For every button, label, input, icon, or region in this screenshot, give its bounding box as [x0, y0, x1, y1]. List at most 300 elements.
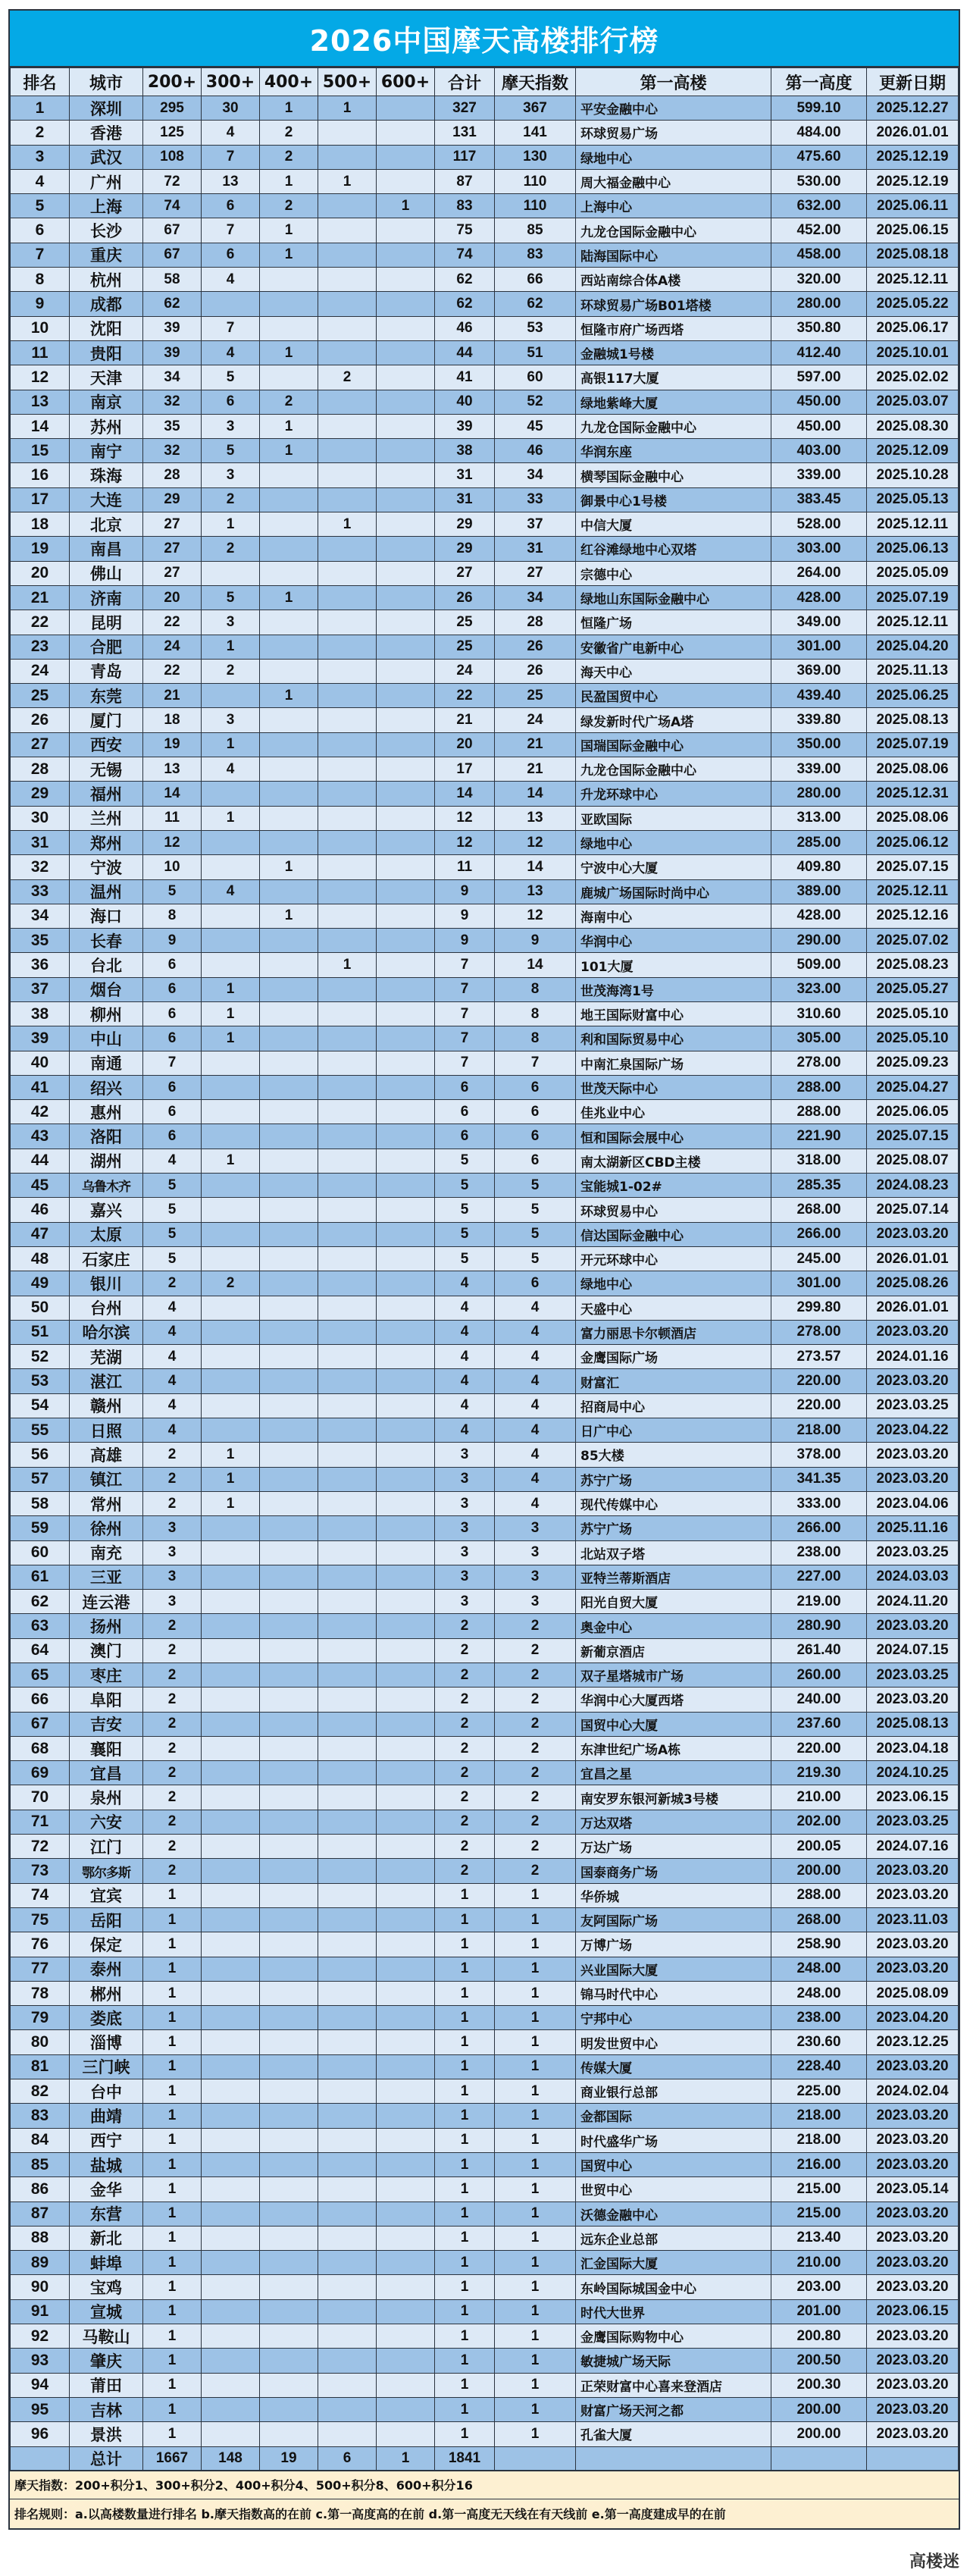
table-cell	[377, 585, 435, 610]
table-cell: 平安金融中心	[576, 96, 771, 121]
table-cell: 3	[202, 414, 260, 438]
table-cell	[318, 2054, 377, 2079]
table-cell: 敏捷城广场天际	[576, 2349, 771, 2373]
table-cell: 1	[495, 1981, 576, 2005]
table-cell	[260, 365, 318, 390]
table-cell	[377, 1246, 435, 1271]
table-cell: 266.00	[771, 1516, 867, 1540]
table-cell: 2	[202, 487, 260, 512]
table-cell	[318, 2152, 377, 2176]
table-cell: 24	[143, 635, 202, 659]
table-cell: 2023.03.20	[867, 2251, 959, 2275]
table-row	[11, 2349, 959, 2373]
table-cell: 339.00	[771, 463, 867, 487]
table-cell: 1	[495, 2104, 576, 2128]
table-cell: 21	[495, 732, 576, 757]
table-cell: 2	[143, 1761, 202, 1785]
table-cell	[260, 1957, 318, 1981]
table-cell: 地王国际财富中心	[576, 1001, 771, 1026]
table-cell: 389.00	[771, 879, 867, 904]
table-row	[11, 1100, 959, 1124]
table-cell: 2023.04.18	[867, 1736, 959, 1760]
table-cell: 2025.06.15	[867, 218, 959, 243]
table-cell	[202, 2104, 260, 2128]
table-cell: 海天中心	[576, 659, 771, 683]
table-row	[11, 512, 959, 537]
table-cell: 2	[435, 1810, 495, 1834]
table-cell: 3	[202, 610, 260, 635]
table-cell	[318, 414, 377, 438]
table-cell	[318, 1320, 377, 1344]
table-cell	[260, 2079, 318, 2104]
table-cell: 富力丽思卡尔顿酒店	[576, 1320, 771, 1344]
table-cell: 1	[495, 1883, 576, 1907]
table-cell: 福州	[70, 782, 143, 806]
table-cell	[318, 1785, 377, 1810]
table-cell: 2023.03.25	[867, 1810, 959, 1834]
table-cell: 惠州	[70, 1100, 143, 1124]
table-cell: 深圳	[70, 96, 143, 121]
table-cell	[771, 2446, 867, 2470]
table-cell: 110	[495, 194, 576, 218]
table-cell: 7	[435, 1026, 495, 1051]
table-row	[11, 1663, 959, 1688]
table-cell: 奥金中心	[576, 1614, 771, 1638]
table-cell: 绿地山东国际金融中心	[576, 585, 771, 610]
table-cell: 62	[11, 1590, 70, 1614]
table-cell: 7	[202, 316, 260, 340]
table-cell: 9	[435, 904, 495, 928]
table-cell: 南安罗东银河新城3号楼	[576, 1785, 771, 1810]
table-cell: 101大厦	[576, 953, 771, 977]
table-cell: 53	[495, 316, 576, 340]
table-cell: 杭州	[70, 268, 143, 292]
table-row	[11, 1026, 959, 1051]
table-cell: 鹿城广场国际时尚中心	[576, 879, 771, 904]
table-cell	[260, 316, 318, 340]
table-cell	[318, 1932, 377, 1957]
table-cell: 1	[377, 194, 435, 218]
table-cell: 2023.03.20	[867, 1467, 959, 1491]
table-cell	[377, 218, 435, 243]
table-row	[11, 487, 959, 512]
table-cell	[318, 879, 377, 904]
table-cell: 2	[143, 1736, 202, 1760]
table-cell: 2025.08.13	[867, 708, 959, 732]
table-cell: 2	[143, 1712, 202, 1736]
table-cell: 1	[143, 2054, 202, 2079]
table-cell: 湛江	[70, 1369, 143, 1393]
table-cell	[318, 585, 377, 610]
table-row	[11, 684, 959, 708]
table-cell	[260, 292, 318, 316]
table-cell: 兴业国际大厦	[576, 1957, 771, 1981]
table-cell: 2025.09.23	[867, 1051, 959, 1075]
table-cell	[377, 2104, 435, 2128]
table-cell: 石家庄	[70, 1246, 143, 1271]
table-cell: 沈阳	[70, 316, 143, 340]
table-cell: 2023.03.20	[867, 1443, 959, 1467]
table-cell: 2025.06.13	[867, 537, 959, 561]
table-cell: 吉安	[70, 1712, 143, 1736]
table-row	[11, 1761, 959, 1785]
table-cell	[377, 390, 435, 414]
table-cell	[260, 1638, 318, 1662]
table-cell: 2023.03.20	[867, 1614, 959, 1638]
table-cell: 宗德中心	[576, 561, 771, 585]
table-cell: 29	[11, 782, 70, 806]
table-cell	[318, 659, 377, 683]
table-cell: 2025.12.16	[867, 904, 959, 928]
table-cell: 2024.08.23	[867, 1174, 959, 1198]
table-cell: 温州	[70, 879, 143, 904]
table-cell: 5	[202, 439, 260, 463]
table-row	[11, 1638, 959, 1662]
table-cell	[202, 1761, 260, 1785]
table-cell	[318, 145, 377, 169]
table-cell	[260, 2275, 318, 2299]
table-cell: 2	[435, 1638, 495, 1662]
table-cell	[377, 610, 435, 635]
table-cell	[318, 610, 377, 635]
table-cell: 248.00	[771, 1981, 867, 2005]
table-cell	[318, 2030, 377, 2054]
table-cell	[318, 268, 377, 292]
table-cell	[318, 2104, 377, 2128]
table-cell	[377, 243, 435, 267]
table-cell: 金鹰国际购物中心	[576, 2324, 771, 2349]
table-cell: 3	[202, 463, 260, 487]
table-cell: 203.00	[771, 2275, 867, 2299]
table-cell: 1	[435, 2152, 495, 2176]
table-cell	[318, 1638, 377, 1662]
table-cell	[377, 684, 435, 708]
table-cell: 88	[11, 2226, 70, 2250]
table-row	[11, 1467, 959, 1491]
table-cell	[377, 635, 435, 659]
table-cell	[377, 1149, 435, 1173]
table-cell	[318, 1174, 377, 1198]
table-cell: 108	[143, 145, 202, 169]
table-cell: 2025.11.13	[867, 659, 959, 683]
table-cell: 14	[143, 782, 202, 806]
table-cell: 341.35	[771, 1467, 867, 1491]
table-cell: 2	[495, 1761, 576, 1785]
table-cell: 2024.11.20	[867, 1590, 959, 1614]
table-cell	[377, 1271, 435, 1296]
table-cell: 78	[11, 1981, 70, 2005]
table-row	[11, 1883, 959, 1907]
table-cell: 27	[11, 732, 70, 757]
column-header: 摩天指数	[495, 68, 576, 96]
table-cell	[260, 635, 318, 659]
table-cell: 2025.12.11	[867, 610, 959, 635]
table-cell: 绿发新时代广场A塔	[576, 708, 771, 732]
table-cell: 南京	[70, 390, 143, 414]
table-cell: 14	[495, 782, 576, 806]
table-cell	[318, 316, 377, 340]
table-cell: 1	[260, 684, 318, 708]
table-cell	[260, 2299, 318, 2324]
table-cell: 70	[11, 1785, 70, 1810]
table-cell	[318, 561, 377, 585]
table-cell: 2023.03.20	[867, 1222, 959, 1246]
table-cell: 220.00	[771, 1393, 867, 1418]
table-cell	[318, 1565, 377, 1589]
table-cell: 61	[11, 1565, 70, 1589]
table-row	[11, 268, 959, 292]
table-row	[11, 243, 959, 267]
table-cell: 东莞	[70, 684, 143, 708]
table-cell	[318, 2079, 377, 2104]
table-cell	[260, 1736, 318, 1760]
table-cell	[377, 830, 435, 854]
table-row	[11, 1614, 959, 1638]
table-row	[11, 635, 959, 659]
table-cell: 43	[11, 1124, 70, 1149]
table-cell: 绿地紫峰大厦	[576, 390, 771, 414]
table-cell	[202, 2054, 260, 2079]
table-cell: 8	[495, 1026, 576, 1051]
table-cell: 288.00	[771, 1100, 867, 1124]
table-cell: 87	[435, 169, 495, 193]
table-cell: 1	[143, 2152, 202, 2176]
table-cell: 宁波	[70, 855, 143, 879]
table-cell: 1	[260, 439, 318, 463]
table-cell: 30	[202, 96, 260, 121]
table-cell: 27	[143, 512, 202, 537]
table-cell: 50	[11, 1296, 70, 1320]
table-cell: 333.00	[771, 1491, 867, 1515]
table-cell: 1	[495, 2373, 576, 2397]
table-cell: 3	[435, 1565, 495, 1589]
table-cell: 2025.10.28	[867, 463, 959, 487]
table-cell: 南通	[70, 1051, 143, 1075]
table-cell: 1	[495, 2275, 576, 2299]
table-cell: 绿地中心	[576, 830, 771, 854]
table-cell: 74	[11, 1883, 70, 1907]
table-cell: 215.00	[771, 2202, 867, 2226]
table-row	[11, 1051, 959, 1075]
table-cell: 阜阳	[70, 1688, 143, 1712]
table-cell: 31	[435, 463, 495, 487]
table-cell: 2023.03.20	[867, 2128, 959, 2152]
table-cell	[260, 1491, 318, 1515]
table-cell: 2023.03.20	[867, 2349, 959, 2373]
table-cell	[318, 977, 377, 1001]
table-cell: 西宁	[70, 2128, 143, 2152]
table-cell	[260, 1907, 318, 1932]
table-cell: 13	[11, 390, 70, 414]
table-cell: 1	[318, 169, 377, 193]
table-cell: 时代大世界	[576, 2299, 771, 2324]
table-cell: 1	[260, 243, 318, 267]
table-cell: 财富广场天河之都	[576, 2397, 771, 2421]
table-cell	[202, 1540, 260, 1565]
table-cell	[260, 2422, 318, 2446]
table-row	[11, 169, 959, 193]
table-cell	[260, 977, 318, 1001]
table-cell	[377, 1932, 435, 1957]
table-cell	[318, 2275, 377, 2299]
table-cell: 1	[495, 1932, 576, 1957]
table-cell: 阳光自贸大厦	[576, 1590, 771, 1614]
table-cell: 2	[495, 1688, 576, 1712]
table-cell: 1	[260, 96, 318, 121]
column-header: 第一高楼	[576, 68, 771, 96]
table-cell: 2025.06.17	[867, 316, 959, 340]
table-cell: 303.00	[771, 537, 867, 561]
table-cell	[260, 268, 318, 292]
table-cell	[377, 145, 435, 169]
table-cell: 5	[143, 1222, 202, 1246]
table-cell: 台北	[70, 953, 143, 977]
table-cell: 2	[143, 1491, 202, 1515]
table-cell: 2	[143, 1785, 202, 1810]
table-cell	[202, 2202, 260, 2226]
table-cell: 285.35	[771, 1174, 867, 1198]
table-cell: 红谷滩绿地中心双塔	[576, 537, 771, 561]
table-cell: 长春	[70, 929, 143, 953]
table-row	[11, 145, 959, 169]
table-cell	[377, 1590, 435, 1614]
table-cell: 2023.12.25	[867, 2030, 959, 2054]
table-cell	[377, 2152, 435, 2176]
table-cell: 530.00	[771, 169, 867, 193]
table-cell: 2025.12.19	[867, 169, 959, 193]
table-cell: 苏宁广场	[576, 1467, 771, 1491]
table-cell: 60	[11, 1540, 70, 1565]
table-cell: 7	[435, 977, 495, 1001]
table-cell: 10	[11, 316, 70, 340]
table-cell: 288.00	[771, 1075, 867, 1099]
table-cell: 220.00	[771, 1369, 867, 1393]
table-cell: 乌鲁木齐	[70, 1174, 143, 1198]
table-cell: 无锡	[70, 757, 143, 782]
table-cell: 宜宾	[70, 1883, 143, 1907]
table-cell	[377, 757, 435, 782]
table-cell: 2025.05.10	[867, 1026, 959, 1051]
table-cell: 国泰商务广场	[576, 1859, 771, 1883]
table-cell: 280.00	[771, 292, 867, 316]
table-row	[11, 2324, 959, 2349]
table-cell: 34	[495, 463, 576, 487]
table-cell	[202, 1859, 260, 1883]
table-cell: 2025.06.11	[867, 194, 959, 218]
table-cell: 299.80	[771, 1296, 867, 1320]
table-cell	[318, 635, 377, 659]
table-cell: 369.00	[771, 659, 867, 683]
table-cell: 1	[202, 1026, 260, 1051]
table-cell	[377, 169, 435, 193]
table-cell: 46	[495, 439, 576, 463]
table-cell: 6	[495, 1124, 576, 1149]
table-cell	[318, 782, 377, 806]
table-cell: 2025.05.09	[867, 561, 959, 585]
table-cell	[377, 1124, 435, 1149]
table-cell: 2026.01.01	[867, 121, 959, 145]
table-cell: 烟台	[70, 977, 143, 1001]
table-cell: 30	[11, 806, 70, 830]
table-cell: 2023.04.06	[867, 1491, 959, 1515]
table-cell: 2023.03.20	[867, 1320, 959, 1344]
table-cell: 34	[143, 365, 202, 390]
table-cell: 130	[495, 145, 576, 169]
table-cell: 5	[495, 1198, 576, 1222]
table-cell: 4	[202, 757, 260, 782]
table-cell: 6	[143, 1100, 202, 1124]
table-cell: 2025.08.13	[867, 1712, 959, 1736]
table-cell	[377, 121, 435, 145]
table-cell	[318, 2324, 377, 2349]
table-cell: 南昌	[70, 537, 143, 561]
table-cell: 2025.08.30	[867, 414, 959, 438]
table-cell: 昆明	[70, 610, 143, 635]
table-cell: 72	[11, 1835, 70, 1859]
table-cell	[318, 439, 377, 463]
table-cell: 正荣财富中心喜来登酒店	[576, 2373, 771, 2397]
table-cell: 5	[202, 585, 260, 610]
table-cell: 1	[202, 635, 260, 659]
table-cell	[260, 1418, 318, 1443]
table-cell: 北京	[70, 512, 143, 537]
table-cell: 220.00	[771, 1736, 867, 1760]
table-cell: 2025.06.12	[867, 830, 959, 854]
table-cell: 8	[143, 904, 202, 928]
table-cell: 67	[143, 243, 202, 267]
table-cell	[318, 487, 377, 512]
table-cell: 4	[435, 1271, 495, 1296]
table-cell: 2	[260, 390, 318, 414]
table-cell	[377, 1810, 435, 1834]
table-cell	[202, 1051, 260, 1075]
table-cell: 4	[495, 1393, 576, 1418]
table-cell: 华润东座	[576, 439, 771, 463]
table-cell: 宁波中心大厦	[576, 855, 771, 879]
table-cell	[377, 1835, 435, 1859]
table-cell: 64	[11, 1638, 70, 1662]
table-cell: 63	[11, 1614, 70, 1638]
table-cell	[260, 1761, 318, 1785]
table-cell	[377, 1393, 435, 1418]
table-cell: 2025.07.15	[867, 1124, 959, 1149]
table-cell: 招商局中心	[576, 1393, 771, 1418]
table-cell: 湖州	[70, 1149, 143, 1173]
table-cell: 3	[11, 145, 70, 169]
table-cell	[377, 1491, 435, 1515]
table-cell: 5	[495, 1246, 576, 1271]
table-cell: 29	[435, 512, 495, 537]
table-cell: 长沙	[70, 218, 143, 243]
table-cell: 太原	[70, 1222, 143, 1246]
table-cell: 兰州	[70, 806, 143, 830]
index-note: 摩天指数：200+积分1、300+积分2、400+积分4、500+积分8、600+积分16	[10, 2471, 959, 2499]
column-header: 城市	[70, 68, 143, 96]
table-cell	[260, 2054, 318, 2079]
table-cell: 三门峡	[70, 2054, 143, 2079]
table-cell: 285.00	[771, 830, 867, 854]
table-cell: 升龙环球中心	[576, 782, 771, 806]
table-cell: 高银117大厦	[576, 365, 771, 390]
table-cell: 2024.07.15	[867, 1638, 959, 1662]
table-cell: 200.00	[771, 2422, 867, 2446]
table-cell: 九龙仓国际金融中心	[576, 218, 771, 243]
table-cell	[202, 2251, 260, 2275]
table-cell: 青岛	[70, 659, 143, 683]
table-cell: 2023.11.03	[867, 1907, 959, 1932]
table-cell	[318, 537, 377, 561]
table-cell: 2023.03.20	[867, 2275, 959, 2299]
